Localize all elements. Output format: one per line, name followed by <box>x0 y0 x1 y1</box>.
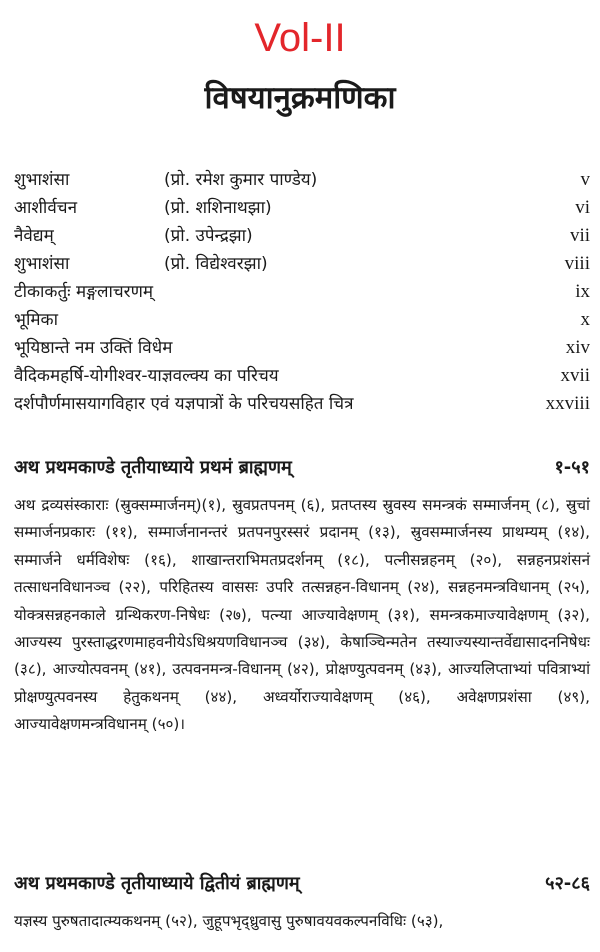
toc-label: शुभाशंसा <box>14 254 70 274</box>
toc-page: v <box>580 169 590 190</box>
section-contents-text: अथ द्रव्यसंस्काराः (स्रुक्सम्मार्जनम्)(१), स्रुवप्रतपनम् (६), प्रतप्तस्य स्रुवस्य समन्त्रकं सम्मार्जनम् (८), स्रुचां सम्मार्जनप्रकारः (११), सम्मार्जनानन्तरं प्रतपनपुरस्सरं प्रदानम् (१३), स्रुवसम्मार्जनस्य प्राथम्यम् (१४), सम्मार्जने धर्मविशेषः (१६), शाखान्तराभिमतप्रदर्शनम् (१८), पत्नीसन्नहनम् (२०), सन्नहनप्रशंसनं तत्साधनविधानञ्च (२२), परिहितस्य वाससः उपरि तत्सन्नहन-विधानम् (२४), सन्नहनमन्त्रविधानम् (२५), योक्त्रसन्नहनकाले ग्रन्थिकरण-निषेधः (२७), पत्न्या आज्यावेक्षणम् (३१), समन्त्रकमाज्यावेक्षणम् (३२), आज्यस्य पुरस्ताद्धरणमाहवनीयेऽधिश्रयणविधानञ्च (३४), केषाञ्चिन्मतेन तस्याज्यस्यान्तर्वेद्यासादननिषेधः (३८), आज्योत्पवनम् (४१), उत्पवनमन्त्र-विधानम् (४२), प्रोक्षण्युत्पवनम् (४३), आज्यलिप्ताभ्यां पवित्राभ्यां प्रोक्षण्युत्पवनस्य हेतुकथनम् (४४), अध्वर्योराज्यावेक्षणम् (४६), अवेक्षणप्रशंसा (४९), आज्यावेक्षणमन्त्रविधानम् (५०)। <box>14 496 590 734</box>
page-title: विषयानुक्रमणिका <box>204 80 396 116</box>
toc-author: (प्रो. रमेश कुमार पाण्डेय) <box>164 170 318 190</box>
toc-row <box>14 390 590 418</box>
toc-label: वैदिकमहर्षि-योगीश्वर-याज्ञवल्क्य का परिचय <box>14 366 279 386</box>
toc-page: viii <box>564 253 590 274</box>
section-page-range: ५२-८६ <box>545 873 590 894</box>
toc-page: vi <box>575 197 590 218</box>
toc-row <box>14 278 590 306</box>
toc-row <box>14 166 590 194</box>
toc-label: शुभाशंसा <box>14 170 70 190</box>
toc-label: नैवेद्यम् <box>14 226 54 246</box>
toc-row <box>14 362 590 390</box>
toc-label: भूमिका <box>14 310 58 330</box>
section-contents-text: यज्ञस्य पुरुषतादात्म्यकथनम् (५२), जुहूपभृद्ध्रुवासु पुरुषावयवकल्पनविधिः (५३), <box>14 912 444 930</box>
toc-author: (प्रो. शशिनाथझा) <box>164 198 272 218</box>
section-heading-text: अथ प्रथमकाण्डे तृतीयाध्याये प्रथमं ब्राह्मणम् <box>14 457 292 478</box>
toc-page: xvii <box>560 365 590 386</box>
toc-label: टीकाकर्तुः मङ्गलाचरणम् <box>14 282 154 302</box>
toc-row <box>14 334 590 362</box>
toc-page: xxviii <box>545 393 590 414</box>
toc-page: ix <box>575 281 590 302</box>
toc-row <box>14 194 590 222</box>
toc-label: भूयिष्ठान्ते नम उक्तिं विधेम <box>14 338 173 358</box>
section-heading-text: अथ प्रथमकाण्डे तृतीयाध्याये द्वितीयं ब्राह्मणम् <box>14 873 300 894</box>
toc-page: vii <box>569 225 590 246</box>
toc-row <box>14 222 590 250</box>
section-first-brahmana <box>14 452 590 739</box>
toc-author: (प्रो. विद्येश्वरझा) <box>164 254 268 274</box>
section-page-range: १-५१ <box>554 457 590 478</box>
toc-author: (प्रो. उपेन्द्रझा) <box>164 226 253 246</box>
toc-label: दर्शपौर्णमासयागविहार एवं यज्ञपात्रों के परिचयसहित चित्र <box>14 394 354 414</box>
section-heading <box>14 868 590 900</box>
toc-page: x <box>580 309 590 330</box>
section-second-brahmana <box>14 868 590 935</box>
toc-page: xiv <box>565 337 590 358</box>
toc-row <box>14 306 590 334</box>
volume-label: Vol-II <box>254 16 346 60</box>
section-heading <box>14 452 590 484</box>
toc-row <box>14 250 590 278</box>
table-of-contents <box>14 166 590 418</box>
toc-label: आशीर्वचन <box>14 198 78 218</box>
